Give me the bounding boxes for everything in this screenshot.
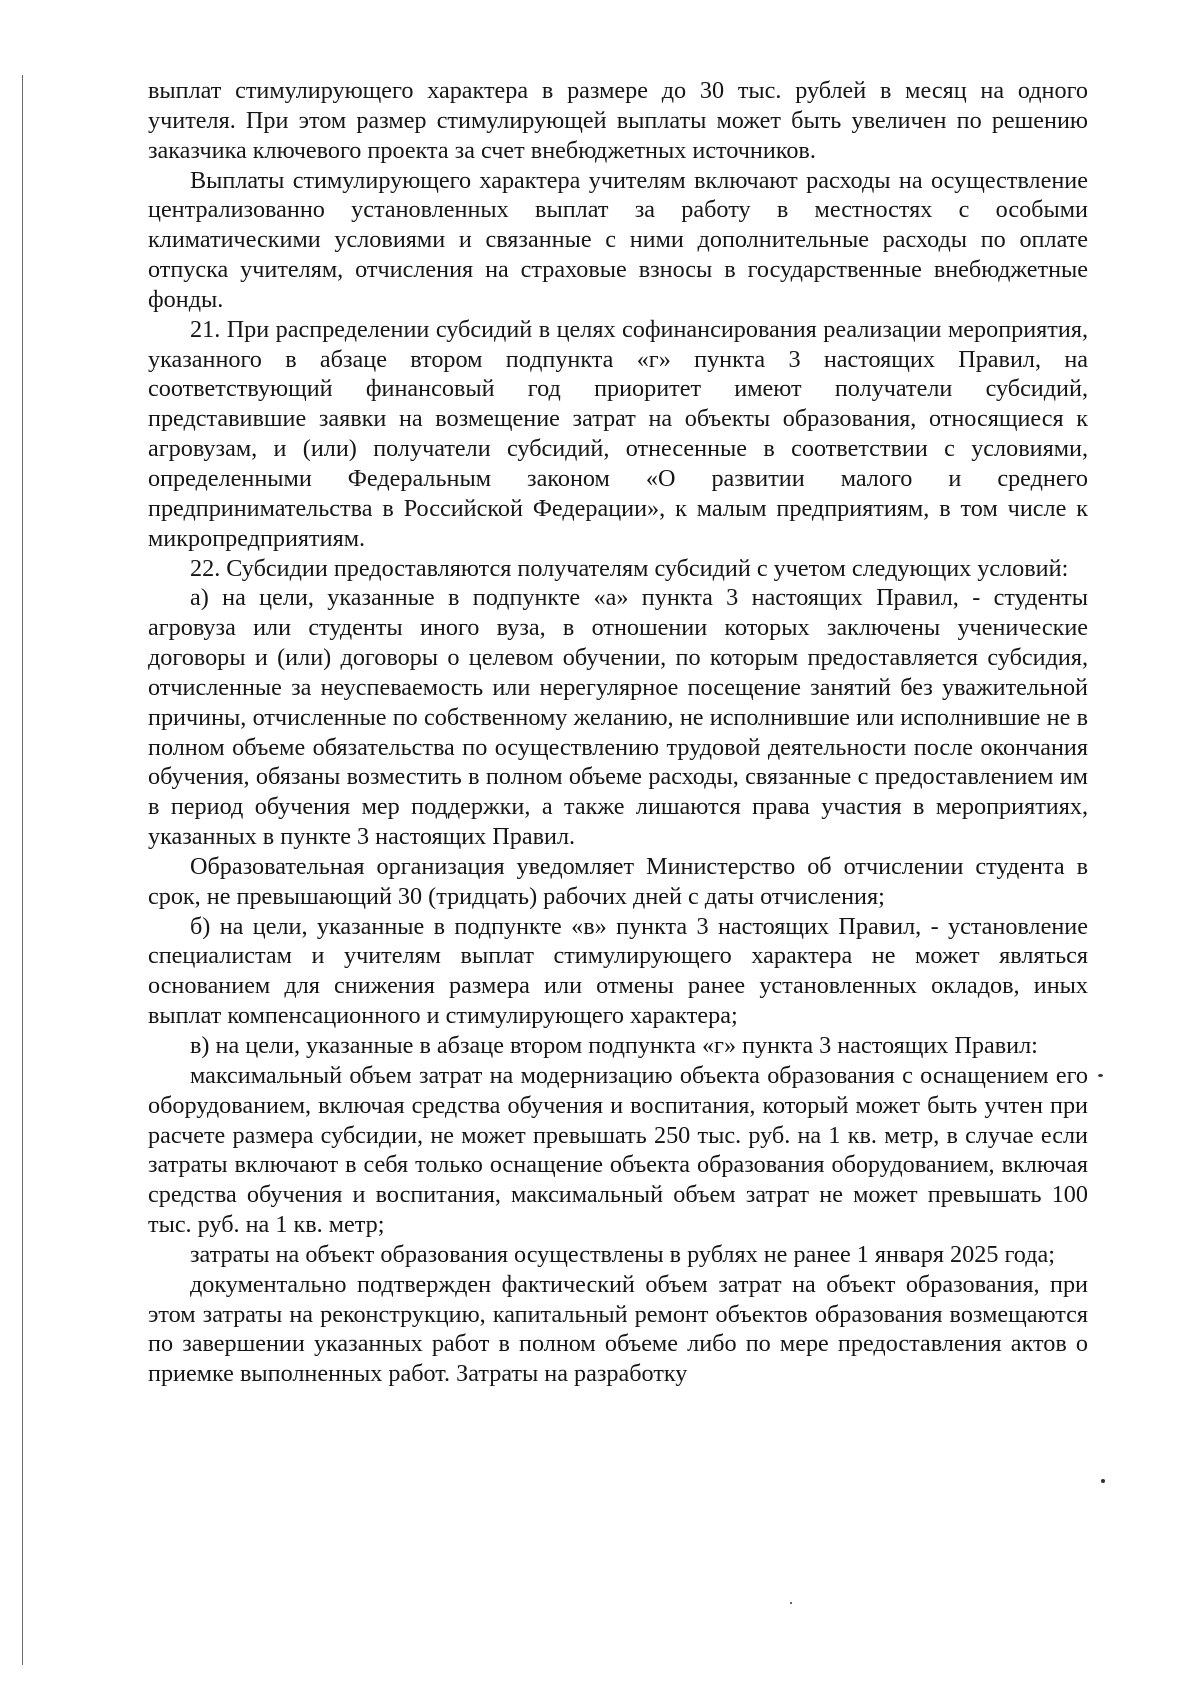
paragraph-subclause-v: в) на цели, указанные в абзаце втором подпункта «г» пункта 3 настоящих Правил:	[190, 1032, 1038, 1059]
paragraph-subclause-b: б) на цели, указанные в подпункте «в» пункта 3 настоящих Правил, - установление специалистам и учителям выплат стимулирующего характера не может являться основанием для снижения размера или отмены ранее установленных окладов, иных выплат компенсационного и стимулирующего характера;	[148, 912, 1088, 1030]
scan-speck	[790, 1602, 792, 1604]
paragraph-stimulus-payments-expenses: Выплаты стимулирующего характера учителям включают расходы на осуществление централизованно установленных выплат за работу в местностях с особыми климатическими условиями и связанные с ними дополнительные расходы по оплате отпуска учителям, отчисления на страховые взносы в государственные внебюджетные фонды.	[148, 166, 1088, 313]
paragraph-max-cost-limit: максимальный объем затрат на модернизацию объекта образования с оснащением его оборудованием, включая средства обучения и воспитания, который может быть учтен при расчете размера субсидии, не может превышать 250 тыс. руб. на 1 кв. метр, в случае если затраты включают в себя только оснащение объекта образования оборудованием, включая средства обучения и воспитания, максимальный объем затрат не может превышать 100 тыс. руб. на 1 кв. метр;	[148, 1061, 1088, 1239]
scan-left-edge-line	[22, 75, 23, 1665]
scan-speck	[1101, 1479, 1105, 1483]
scan-speck	[1098, 1074, 1103, 1077]
paragraph-cost-date: затраты на объект образования осуществлены в рублях не ранее 1 января 2025 года;	[190, 1240, 1055, 1268]
paragraph-subclause-a: а) на цели, указанные в подпункте «а» пункта 3 настоящих Правил, - студенты агровуза или студенты иного вуза, в отношении которых заключены ученические договоры и (или) договоры о целевом обучении, по которым предоставляется субсидия, отчисленные за неуспеваемость или нерегулярное посещение занятий без уважительной причины, отчисленные по собственному желанию, не исполнившие или исполнившие не в полном объеме обязательства по осуществлению трудовой деятельности после окончания обучения, обязаны возместить в полном объеме расходы, связанные с предоставлением им в период обучения мер поддержки, а также лишаются права участия в мероприятиях, указанных в пункте 3 настоящих Правил.	[148, 584, 1088, 851]
paragraph-expulsion-notice: Образовательная организация уведомляет Министерство об отчислении студента в срок, не превышающий 30 (тридцать) рабочих дней с даты отчисления;	[148, 852, 1088, 910]
document-text-body	[148, 76, 1088, 1389]
paragraph-cost-documentation: документально подтвержден фактический объем затрат на объект образования, при этом затраты на реконструкцию, капитальный ремонт объектов образования возмещаются по завершении указанных работ в полном объеме либо по мере предоставления актов о приемке выполненных работ. Затраты на разработку	[148, 1270, 1088, 1388]
paragraph-clause-22: 22. Субсидии предоставляются получателям субсидий с учетом следующих условий:	[190, 554, 1069, 582]
paragraph-clause-21: 21. При распределении субсидий в целях софинансирования реализации мероприятия, указанного в абзаце втором подпункта «г» пункта 3 настоящих Правил, на соответствующий финансовый год приоритет имеют получатели субсидий, представившие заявки на возмещение затрат на объекты образования, относящиеся к агровузам, и (или) получатели субсидий, отнесенные в соответствии с условиями, определенными Федеральным законом «О развитии малого и среднего предпринимательства в Российской Федерации», к малым предприятиям, в том числе к микропредприятиям.	[148, 315, 1088, 552]
paragraph-stimulus-payments-continued: выплат стимулирующего характера в размере до 30 тыс. рублей в месяц на одного учителя. При этом размер стимулирующей выплаты может быть увеличен по решению заказчика ключевого проекта за счет внебюджетных источников.	[148, 77, 1088, 164]
